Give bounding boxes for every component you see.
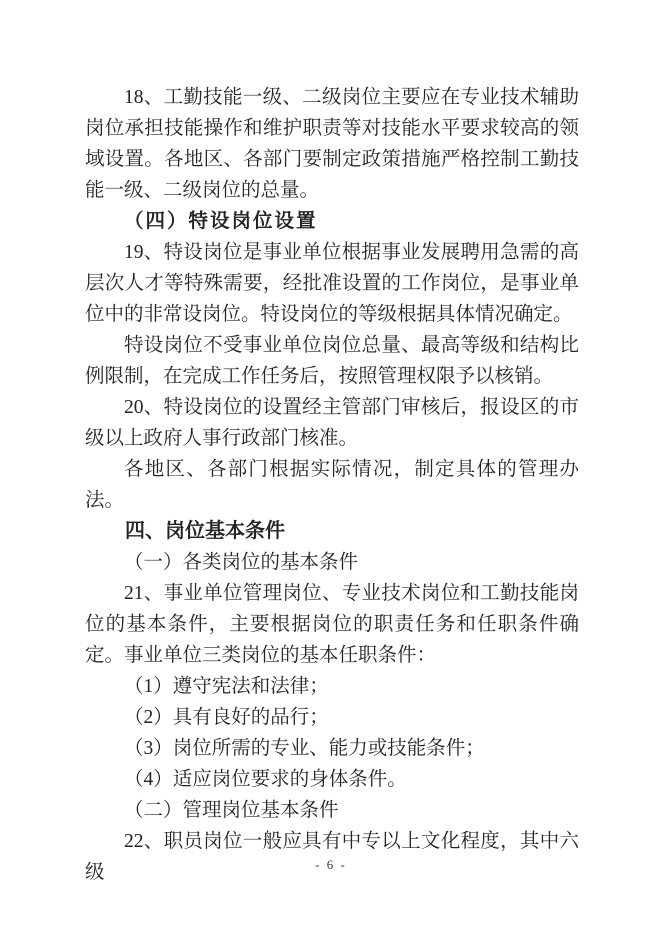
list-item-3: （3）岗位所需的专业、能力或技能条件；	[124, 738, 485, 759]
paragraph-19-continued: 特设岗位不受事业单位岗位总量、最高等级和结构比例限制，在完成工作任务后，按照管理权限予以核销。	[85, 335, 579, 387]
list-item-2: （2）具有良好的品行；	[124, 707, 329, 728]
heading-sub-all-position-conditions: （一）各类岗位的基本条件	[124, 552, 359, 573]
page-number: - 6 -	[315, 857, 347, 872]
heading-special-position-setup: （四）特设岗位设置	[124, 211, 318, 232]
heading-sub-management-position-conditions: （二）管理岗位基本条件	[124, 800, 339, 821]
document-body	[85, 82, 579, 888]
paragraph-18: 18、工勤技能一级、二级岗位主要应在专业技术辅助岗位承担技能操作和维护职责等对技能水平要求较高的领域设置。各地区、各部门要制定政策措施严格控制工勤技能一级、二级岗位的总量。	[85, 87, 579, 201]
page-footer	[0, 856, 662, 874]
list-item-4: （4）适应岗位要求的身体条件。	[124, 769, 407, 790]
list-item-1: （1）遵守宪法和法律；	[124, 676, 329, 697]
paragraph-19: 19、特设岗位是事业单位根据事业发展聘用急需的高层次人才等特殊需要，经批准设置的工作岗位，是事业单位中的非常设岗位。特设岗位的等级根据具体情况确定。	[85, 242, 579, 325]
paragraph-22: 22、职员岗位一般应具有中专以上文化程度，其中六级	[85, 831, 579, 883]
paragraph-20: 20、特设岗位的设置经主管部门审核后，报设区的市级以上政府人事行政部门核准。	[85, 397, 579, 449]
paragraph-21: 21、事业单位管理岗位、专业技术岗位和工勤技能岗位的基本条件，主要根据岗位的职责任务和任职条件确定。事业单位三类岗位的基本任职条件：	[85, 583, 579, 666]
heading-position-basic-conditions: 四、岗位基本条件	[125, 520, 285, 542]
paragraph-20-continued: 各地区、各部门根据实际情况，制定具体的管理办法。	[85, 459, 579, 511]
